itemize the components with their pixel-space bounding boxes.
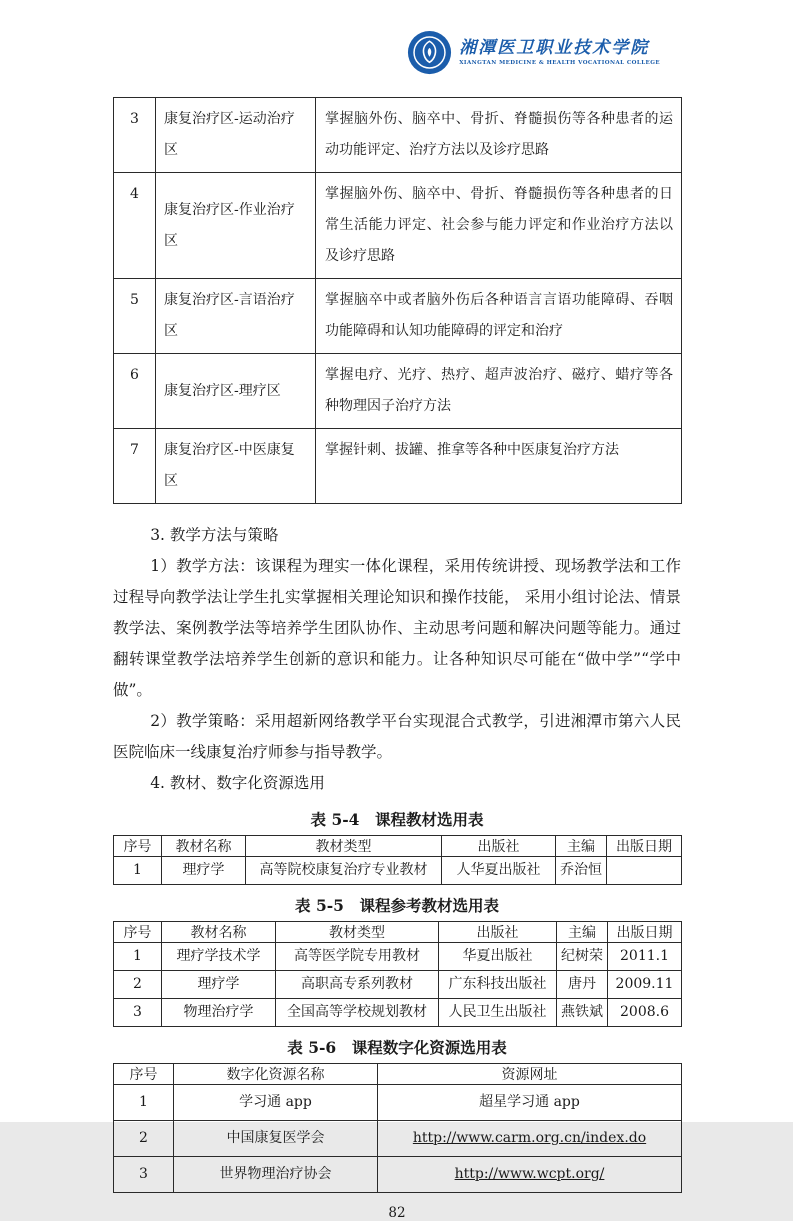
cell-name: 理疗学技术学 [162, 943, 276, 971]
college-name-zh: 湘潭医卫职业技术学院 [459, 37, 650, 58]
reference-table-row [114, 943, 682, 971]
cell-press: 广东科技出版社 [439, 971, 557, 999]
cell-no: 2 [114, 1121, 174, 1157]
cell-name: 中国康复医学会 [174, 1121, 378, 1157]
paragraph-teaching-method: 1）教学方法：该课程为理实一体化课程，采用传统讲授、现场教学法和工作过程导向教学法让学生扎实掌握相关理论知识和操作技能， 采用小组讨论法、情景教学法、案例教学法等培养学生团队协作、主动思考问题和解决问题等能力。通过翻转课堂教学法培养学生创新的意识和能力。让各种知识尽可能在“做中学”“学中做”。 [113, 557, 681, 699]
row-number: 6 [114, 354, 156, 429]
cell-name: 学习通 app [174, 1085, 378, 1121]
header-name: 教材名称 [162, 922, 276, 943]
cell-press: 华夏出版社 [439, 943, 557, 971]
reference-textbook-table [113, 921, 682, 1027]
row-number: 5 [114, 279, 156, 354]
resource-url-link[interactable]: 超星学习通 app [378, 1085, 682, 1121]
header-editor: 主编 [556, 836, 607, 857]
table-5-4-caption: 表 5-4 课程教材选用表 [310, 810, 484, 829]
college-name-en: XIANGTAN MEDICINE & HEALTH VOCATIONAL COLLEGE [459, 60, 660, 67]
page-number: 82 [388, 1205, 406, 1221]
header-name: 教材名称 [162, 836, 246, 857]
cell-editor: 唐丹 [557, 971, 608, 999]
resource-table-row [114, 1121, 682, 1157]
section-heading-4: 4. 教材、数字化资源选用 [150, 774, 325, 792]
cell-type: 全国高等学校规划教材 [276, 999, 439, 1027]
header-no: 序号 [114, 836, 162, 857]
area-description: 掌握电疗、光疗、热疗、超声波治疗、磁疗、蜡疗等各种物理因子治疗方法 [316, 354, 682, 429]
cell-editor: 燕铁斌 [557, 999, 608, 1027]
area-name: 康复治疗区-言语治疗区 [156, 279, 316, 354]
header-type: 教材类型 [246, 836, 442, 857]
cell-press: 人华夏出版社 [442, 857, 556, 885]
paragraph-teaching-strategy: 2）教学策略：采用超新网络教学平台实现混合式教学，引进湘潭市第六人民医院临床一线康复治疗师参与指导教学。 [113, 712, 681, 761]
header-type: 教材类型 [276, 922, 439, 943]
facilities-table [113, 97, 682, 504]
header-url: 资源网址 [378, 1064, 682, 1085]
header-date: 出版日期 [608, 922, 682, 943]
resource-url-link[interactable]: http://www.carm.org.cn/index.do [378, 1121, 682, 1157]
area-name: 康复治疗区-运动治疗区 [156, 98, 316, 173]
header-date: 出版日期 [607, 836, 682, 857]
facilities-table-row [114, 279, 682, 354]
cell-name: 理疗学 [162, 971, 276, 999]
header-no: 序号 [114, 922, 162, 943]
resource-url-link[interactable]: http://www.wcpt.org/ [378, 1157, 682, 1193]
area-description: 掌握脑外伤、脑卒中、骨折、脊髓损伤等各种患者的运动功能评定、治疗方法以及诊疗思路 [316, 98, 682, 173]
resource-table-header-row [114, 1064, 682, 1085]
row-number: 3 [114, 98, 156, 173]
reference-table-row [114, 999, 682, 1027]
table-5-6-caption: 表 5-6 课程数字化资源选用表 [287, 1038, 507, 1057]
area-description: 掌握针刺、拔罐、推拿等各种中医康复治疗方法 [316, 429, 682, 504]
textbook-table [113, 835, 682, 885]
textbook-table-row [114, 857, 682, 885]
cell-no: 1 [114, 857, 162, 885]
row-number: 7 [114, 429, 156, 504]
facilities-table-row [114, 173, 682, 279]
cell-editor: 乔治恒 [556, 857, 607, 885]
digital-resource-table [113, 1063, 682, 1193]
cell-date: 2011.1 [608, 943, 682, 971]
area-name: 康复治疗区-中医康复区 [156, 429, 316, 504]
cell-date: 2009.11 [608, 971, 682, 999]
header-editor: 主编 [557, 922, 608, 943]
college-emblem-icon [407, 30, 452, 75]
cell-name: 理疗学 [162, 857, 246, 885]
college-logo [407, 30, 660, 75]
cell-type: 高等医学院专用教材 [276, 943, 439, 971]
row-number: 4 [114, 173, 156, 279]
resource-table-row [114, 1085, 682, 1121]
cell-date [607, 857, 682, 885]
cell-press: 人民卫生出版社 [439, 999, 557, 1027]
teaching-methods-section [113, 520, 681, 799]
table-5-5-caption: 表 5-5 课程参考教材选用表 [295, 896, 499, 915]
cell-type: 高等院校康复治疗专业教材 [246, 857, 442, 885]
cell-date: 2008.6 [608, 999, 682, 1027]
cell-name: 物理治疗学 [162, 999, 276, 1027]
area-name: 康复治疗区-理疗区 [156, 354, 316, 429]
area-description: 掌握脑外伤、脑卒中、骨折、脊髓损伤等各种患者的日常生活能力评定、社会参与能力评定和作业治疗方法以及诊疗思路 [316, 173, 682, 279]
cell-type: 高职高专系列教材 [276, 971, 439, 999]
area-description: 掌握脑卒中或者脑外伤后各种语言言语功能障碍、吞咽功能障碍和认知功能障碍的评定和治疗 [316, 279, 682, 354]
header-press: 出版社 [439, 922, 557, 943]
cell-no: 3 [114, 999, 162, 1027]
reference-table-row [114, 971, 682, 999]
textbook-table-header-row [114, 836, 682, 857]
facilities-table-row [114, 429, 682, 504]
cell-no: 1 [114, 943, 162, 971]
cell-name: 世界物理治疗协会 [174, 1157, 378, 1193]
reference-table-header-row [114, 922, 682, 943]
facilities-table-row [114, 354, 682, 429]
cell-no: 2 [114, 971, 162, 999]
page-header [0, 0, 793, 75]
cell-no: 3 [114, 1157, 174, 1193]
cell-editor: 纪树荣 [557, 943, 608, 971]
header-name: 数字化资源名称 [174, 1064, 378, 1085]
header-press: 出版社 [442, 836, 556, 857]
resource-table-row [114, 1157, 682, 1193]
area-name: 康复治疗区-作业治疗区 [156, 173, 316, 279]
section-heading-3: 3. 教学方法与策略 [150, 526, 279, 544]
cell-no: 1 [114, 1085, 174, 1121]
facilities-table-row [114, 98, 682, 173]
header-no: 序号 [114, 1064, 174, 1085]
